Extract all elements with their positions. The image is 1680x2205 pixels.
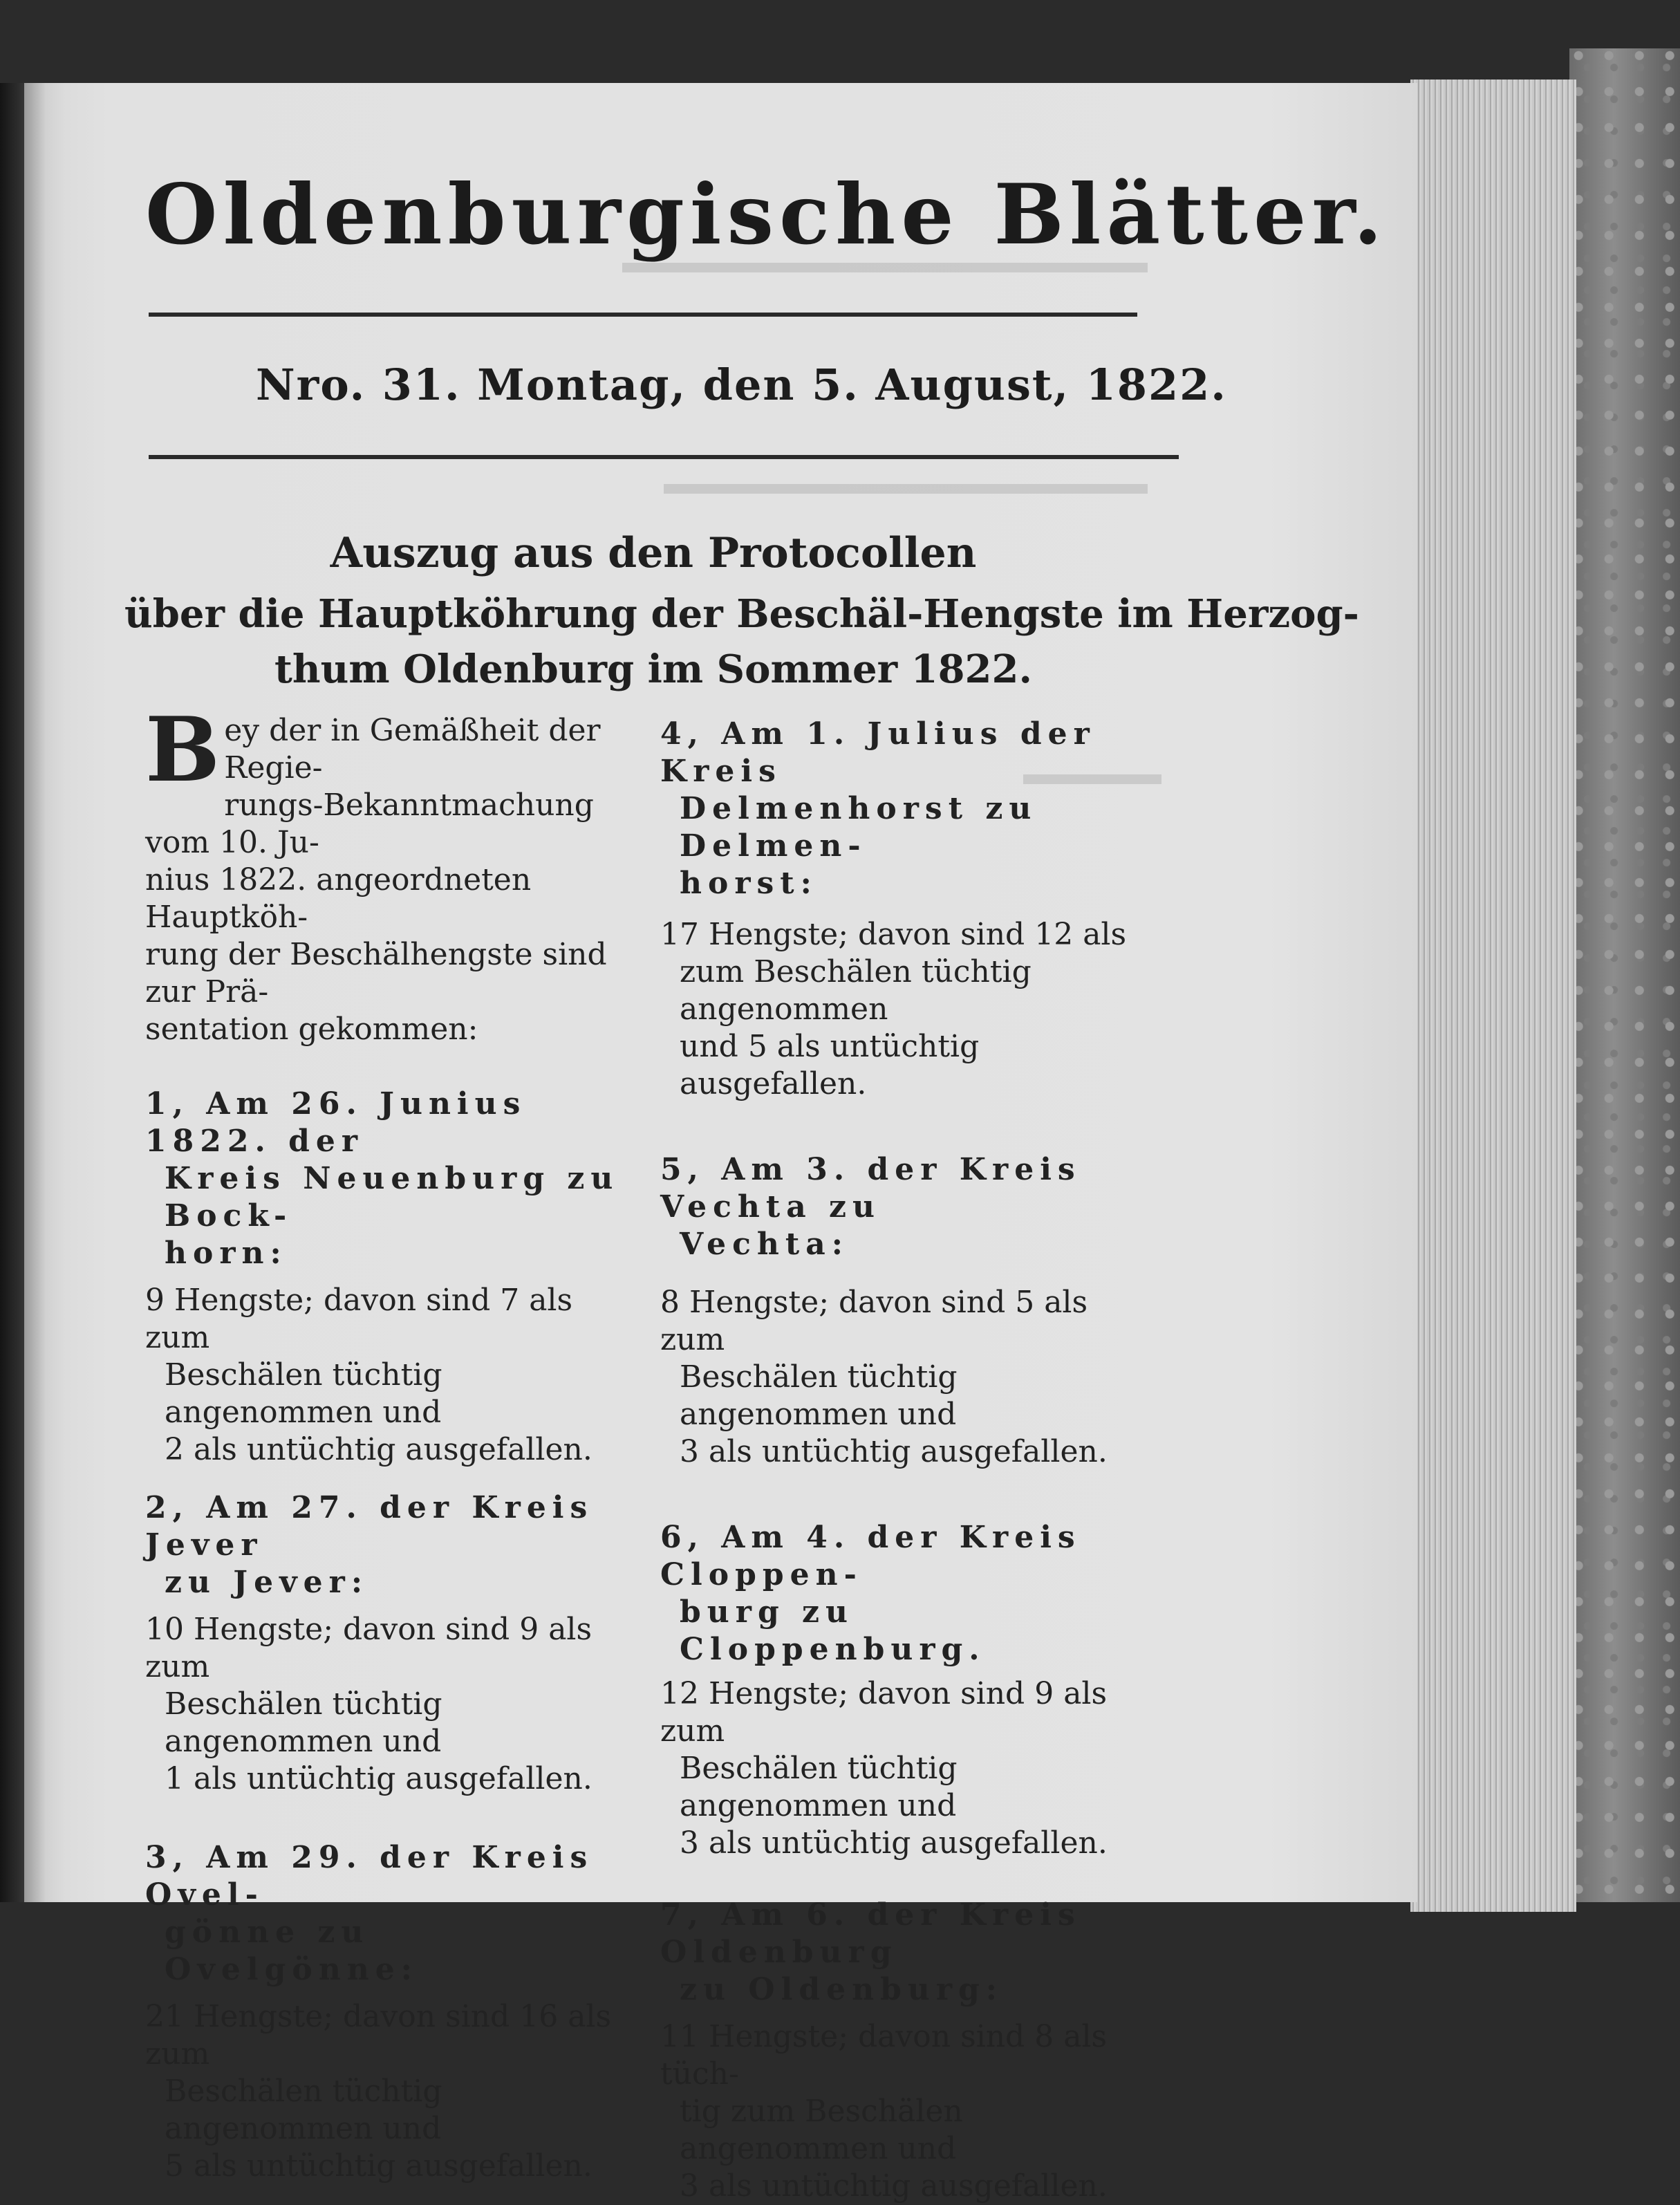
- entry-head-line: 4, Am 1. Julius der Kreis: [660, 716, 1096, 789]
- entry-head-line: 1, Am 26. Junius 1822. der: [145, 1086, 527, 1159]
- entry-head-line: 2, Am 27. der Kreis Jever: [145, 1490, 594, 1563]
- entry-body-line: 3 als untüchtig ausgefallen.: [680, 1434, 1108, 1469]
- show-through-texture: [664, 484, 1148, 494]
- entry-head-line: Vechta:: [680, 1227, 849, 1262]
- intro-line: nius 1822. angeordneten Hauptköh-: [145, 862, 532, 935]
- entry-body-line: Beschälen tüchtig angenommen und: [165, 1357, 442, 1430]
- page-gutter: [24, 83, 45, 1902]
- entry-head-line: 6, Am 4. der Kreis Cloppen-: [660, 1520, 1081, 1592]
- masthead-rule-bottom: [149, 455, 1179, 459]
- entry-head-line: horn:: [165, 1236, 288, 1271]
- entry-body-line: 21 Hengste; davon sind 16 als zum: [145, 1999, 612, 2072]
- entry-head-line: 7, Am 6. der Kreis Oldenburg: [660, 1897, 1081, 1970]
- entry-head-line: gönne zu Ovelgönne:: [165, 1915, 418, 1987]
- entry-body-line: zum Beschälen tüchtig angenommen: [680, 954, 1032, 1027]
- entry-body-line: 1 als untüchtig ausgefallen.: [165, 1761, 592, 1796]
- intro-line: rungs-Bekanntmachung vom 10. Ju-: [145, 788, 594, 860]
- entry-head-line: Delmenhorst zu Delmen-: [680, 791, 1038, 864]
- show-through-texture: [622, 263, 1148, 272]
- article-heading-line-2: über die Hauptköhrung der Beschäl-Hengste im Herzog-: [124, 591, 1359, 637]
- entry-6: [660, 1519, 1151, 1862]
- entry-body-line: 2 als untüchtig ausgefallen.: [165, 1432, 592, 1467]
- entry-7: [660, 1897, 1151, 2205]
- entry-body-line: 5 als untüchtig ausgefallen.: [165, 2148, 592, 2184]
- entry-body-line: Beschälen tüchtig angenommen und: [165, 2074, 442, 2146]
- entry-body-line: 11 Hengste; davon sind 8 als tüch-: [660, 2019, 1108, 2092]
- left-column: [145, 698, 629, 2185]
- intro-line: rung der Beschälhengste sind zur Prä-: [145, 937, 607, 1010]
- entry-body-line: Beschälen tüchtig angenommen und: [680, 1359, 958, 1432]
- entry-body-line: 17 Hengste; davon sind 12 als: [660, 917, 1127, 952]
- entry-body-line: 9 Hengste; davon sind 7 als zum: [145, 1283, 573, 1355]
- entry-body-line: 8 Hengste; davon sind 5 als zum: [660, 1285, 1088, 1357]
- article-heading-line-1: Auszug aus den Protocollen: [330, 529, 977, 577]
- entry-head-line: 3, Am 29. der Kreis Ovel-: [145, 1840, 594, 1913]
- entry-body-line: tig zum Beschälen angenommen und: [680, 2094, 963, 2166]
- entry-head-line: Kreis Neuenburg zu Bock-: [165, 1161, 619, 1234]
- book-cover-right: [1569, 48, 1680, 1902]
- issue-line: Nro. 31. Montag, den 5. August, 1822.: [256, 360, 1227, 410]
- intro-paragraph: [145, 698, 629, 1048]
- entry-body-line: 10 Hengste; davon sind 9 als zum: [145, 1612, 592, 1684]
- entry-head-line: horst:: [680, 866, 818, 901]
- entry-body-line: 3 als untüchtig ausgefallen.: [680, 2168, 1108, 2204]
- drop-cap: B: [145, 698, 221, 802]
- entry-5: [660, 1151, 1151, 1471]
- intro-line: ey der in Gemäßheit der Regie-: [224, 713, 601, 785]
- entry-head-line: burg zu Cloppenburg.: [680, 1594, 986, 1667]
- entry-body-line: Beschälen tüchtig angenommen und: [680, 1751, 958, 1823]
- entry-1: [145, 1086, 629, 1469]
- entry-head-line: zu Oldenburg:: [680, 1972, 1004, 2007]
- masthead-rule-top: [149, 313, 1137, 317]
- entry-head-line: zu Jever:: [165, 1565, 369, 1600]
- entry-2: [145, 1489, 629, 1798]
- page-edges: [1410, 80, 1576, 1912]
- entry-4: [660, 716, 1151, 1103]
- entry-body-line: 12 Hengste; davon sind 9 als zum: [660, 1676, 1108, 1749]
- masthead-title: Oldenburgische Blätter.: [145, 166, 1388, 263]
- entry-body-line: Beschälen tüchtig angenommen und: [165, 1686, 442, 1759]
- entry-body-line: und 5 als untüchtig ausgefallen.: [680, 1029, 980, 1101]
- entry-head-line: 5, Am 3. der Kreis Vechta zu: [660, 1152, 1081, 1225]
- intro-line: sentation gekommen:: [145, 1012, 478, 1047]
- entry-3: [145, 1839, 629, 2185]
- article-heading-line-3: thum Oldenburg im Sommer 1822.: [274, 646, 1032, 692]
- right-column: [660, 716, 1151, 2205]
- entry-body-line: 3 als untüchtig ausgefallen.: [680, 1825, 1108, 1861]
